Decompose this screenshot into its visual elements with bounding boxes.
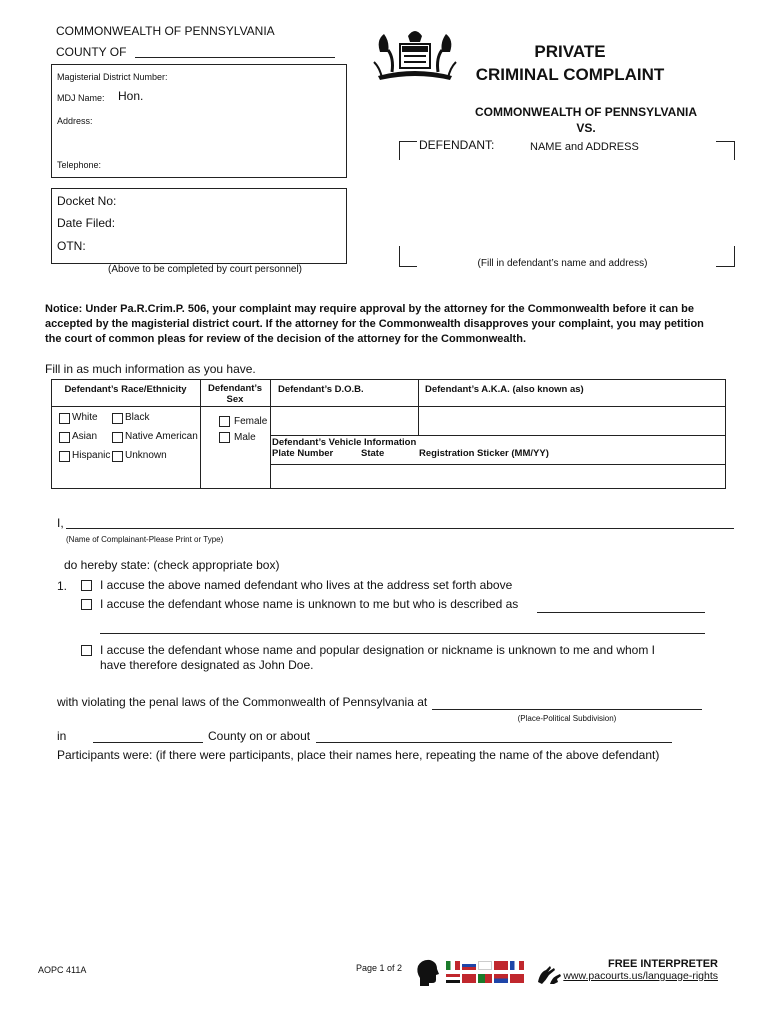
table-divider-3	[418, 379, 419, 435]
sex-male-label: Male	[234, 432, 256, 443]
violating-text: with violating the penal laws of the Commonwealth of Pennsylvania at	[57, 695, 428, 709]
bracket-bottom-left	[399, 266, 417, 267]
defendant-fill-note: (Fill in defendant’s name and address)	[477, 258, 648, 269]
language-flags-icon	[446, 961, 530, 987]
place-field[interactable]	[432, 709, 702, 710]
mdj-name-label: MDJ Name:	[57, 93, 105, 103]
option-number: 1.	[57, 579, 68, 593]
address-label: Address:	[57, 116, 93, 126]
declare-line: do hereby state: (check appropriate box)	[64, 558, 280, 572]
defendant-label: DEFENDANT:	[419, 138, 495, 152]
interpreter-title: FREE INTERPRETER	[607, 958, 718, 970]
county-on-about-label: County on or about	[208, 729, 311, 743]
commonwealth-heading: COMMONWEALTH OF PENNSYLVANIA	[56, 24, 275, 38]
vehicle-sticker-label: Registration Sticker (MM/YY)	[419, 448, 549, 459]
caption-commonwealth: COMMONWEALTH OF PENNSYLVANIA	[475, 105, 697, 119]
form-id: AOPC 411A	[38, 965, 87, 975]
race-hispanic-label: Hispanic	[72, 450, 111, 461]
in-label: in	[57, 729, 67, 743]
race-asian-checkbox[interactable]	[59, 432, 70, 443]
aka-field[interactable]	[420, 409, 722, 433]
race-black-checkbox[interactable]	[112, 413, 123, 424]
notice-line-3: the court of common pleas for review of the decision of the attorney for the Commonwealth.	[45, 333, 526, 345]
col-sex-line2: Sex	[226, 394, 244, 405]
race-unknown-checkbox[interactable]	[112, 451, 123, 462]
race-native-label: Native American	[125, 431, 198, 442]
defendant-name-address-field[interactable]	[402, 160, 732, 244]
date-field[interactable]	[316, 742, 672, 743]
option2-description-field[interactable]	[537, 612, 705, 613]
vehicle-info-field[interactable]	[272, 466, 722, 485]
option2-description-field-2[interactable]	[100, 633, 705, 634]
option3-text-line2: have therefore designated as John Doe.	[100, 658, 314, 672]
notice-line-1: Notice: Under Pa.R.Crim.P. 506, your complaint may require approval by the attorney for the Commonwealth before it can be	[45, 303, 694, 315]
vehicle-state-label: State	[361, 448, 385, 459]
col-dob: Defendant’s D.O.B.	[278, 384, 364, 395]
bracket-top-right	[716, 141, 735, 142]
district-number-label: Magisterial District Number:	[57, 72, 168, 82]
bracket-bottom-right	[716, 266, 735, 267]
race-hispanic-checkbox[interactable]	[59, 451, 70, 462]
race-asian-label: Asian	[72, 431, 98, 442]
bracket-bottom-left-v	[399, 246, 400, 266]
option2-text: I accuse the defendant whose name is unknown to me but who is described as	[100, 597, 519, 611]
sign-language-hands-icon	[536, 962, 562, 986]
race-white-label: White	[72, 412, 98, 423]
participants-field[interactable]	[57, 766, 727, 936]
caption-versus: VS.	[576, 121, 596, 135]
option2-checkbox[interactable]	[81, 599, 92, 610]
court-personnel-note: (Above to be completed by court personnel)	[108, 264, 302, 275]
sex-male-checkbox[interactable]	[219, 432, 230, 443]
title-private: PRIVATE	[534, 42, 606, 61]
race-unknown-label: Unknown	[125, 450, 167, 461]
table-intro: Fill in as much information as you have.	[45, 362, 256, 376]
speaking-head-icon	[414, 958, 440, 988]
complainant-i-label: I,	[57, 516, 64, 530]
date-filed-label: Date Filed:	[57, 216, 116, 230]
telephone-label: Telephone:	[57, 160, 102, 170]
option3-checkbox[interactable]	[81, 645, 92, 656]
notice-line-2: accepted by the magisterial district court. If the attorney for the Commonwealth disapproves your complaint, you may petition	[45, 318, 704, 330]
complainant-name-note: (Name of Complainant-Please Print or Type)	[66, 535, 224, 544]
bracket-bottom-right-v	[734, 246, 735, 266]
race-native-checkbox[interactable]	[112, 432, 123, 443]
defendant-name-hint: NAME and ADDRESS	[530, 141, 639, 153]
col-aka: Defendant’s A.K.A. (also known as)	[425, 384, 584, 395]
otn-label: OTN:	[57, 239, 86, 253]
option1-text: I accuse the above named defendant who lives at the address set forth above	[100, 578, 513, 592]
dob-field[interactable]	[272, 409, 416, 433]
sex-female-checkbox[interactable]	[219, 416, 230, 427]
vehicle-plate-label: Plate Number	[272, 448, 334, 459]
sex-female-label: Female	[234, 416, 268, 427]
col-sex-line1: Defendant’s	[207, 383, 263, 394]
pennsylvania-coat-of-arms-icon	[370, 22, 460, 84]
option1-checkbox[interactable]	[81, 580, 92, 591]
table-vehicle-value-rule	[270, 464, 725, 465]
bracket-top-left-v	[399, 141, 400, 160]
bracket-top-right-v	[734, 141, 735, 160]
mdj-hon-prefix: Hon.	[118, 89, 144, 103]
complainant-name-field[interactable]	[66, 528, 734, 529]
col-race: Defendant’s Race/Ethnicity	[64, 384, 187, 395]
county-field[interactable]	[135, 57, 335, 58]
option3-text-line1: I accuse the defendant whose name and popular designation or nickname is unknown to me and whom I	[100, 643, 656, 657]
table-header-rule	[51, 406, 725, 407]
county-name-field[interactable]	[93, 742, 203, 743]
vehicle-info-title: Defendant’s Vehicle Information	[272, 437, 417, 448]
table-divider-2	[270, 379, 271, 488]
table-vehicle-rule	[270, 435, 725, 436]
bracket-top-left	[399, 141, 417, 142]
docket-label: Docket No:	[57, 194, 117, 208]
participants-text: Participants were: (if there were participants, place their names here, repeating the name of the above defendant)	[57, 748, 660, 762]
race-white-checkbox[interactable]	[59, 413, 70, 424]
title-criminal-complaint: CRIMINAL COMPLAINT	[475, 65, 665, 84]
race-black-label: Black	[125, 412, 150, 423]
page-number: Page 1 of 2	[356, 963, 403, 973]
place-note: (Place-Political Subdivision)	[517, 714, 617, 723]
county-label: COUNTY OF	[56, 45, 127, 59]
language-rights-link[interactable]: www.pacourts.us/language-rights	[563, 970, 718, 982]
